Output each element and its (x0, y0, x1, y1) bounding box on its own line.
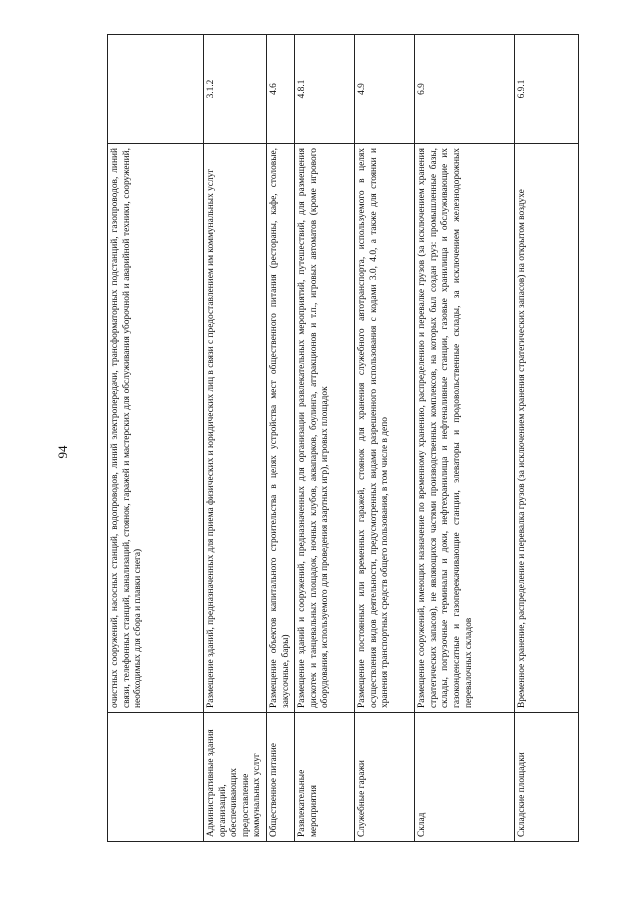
use-code-cell (108, 35, 204, 144)
use-code-cell: 6.9.1 (515, 35, 579, 144)
use-code-cell: 4.6 (266, 35, 294, 144)
use-description-cell: Размещение зданий и сооружений, предназначенных для организации развлекательных мероприятий, путешествий, для размещения дискотек и танцевальных площадок, ночных клубов, аквапарков, боулинга, аттракционов и т.п., игровых автоматов (кроме игрового оборудования, используемого для проведения азартных игр), игровых площадок (295, 144, 355, 713)
use-name-cell (108, 713, 204, 842)
table-row (295, 35, 355, 842)
table-row (266, 35, 294, 842)
use-name-cell: Склад (415, 713, 515, 842)
use-description-cell: Размещение постоянных или временных гаражей, стоянок для хранения служебного автотранспорта, используемого в целях осуществления видов деятельности, предусмотренных видами разрешенного использования с кодами 3.0, 4.0, а также для стоянки и хранения транспортных средств общего пользования, в том числе в депо (355, 144, 415, 713)
table-row (108, 35, 204, 842)
use-name-cell: Служебные гаражи (355, 713, 415, 842)
table-row (415, 35, 515, 842)
land-use-table (107, 34, 579, 842)
use-code-cell: 4.9 (355, 35, 415, 144)
table-row (515, 35, 579, 842)
table-row (355, 35, 415, 842)
rotated-table-wrapper (107, 62, 561, 842)
use-description-cell: Размещение сооружений, имеющих назначение по временному хранению, распределению и перевалке грузов (за исключением хранения стратегических запасов), не являющихся частями производственных комплексов, на которых был создан груз: промышленные базы, склады, погрузочные терминалы и доки, нефтехранилища и нефтеналивные станции, газовые хранилища и обслуживающие их газоконденсатные и газоперекачивающие станции, элеваторы и продовольственные склады, за исключением железнодорожных перевалочных складов (415, 144, 515, 713)
use-description-cell: очистных сооружений, насосных станций, водопроводов, линий электропередачи, трансформаторных подстанций, газопроводов, линий связи, телефонных станций, канализаций, стоянок, гаражей и мастерских для обслуживания уборочной и аварийной техники, сооружений, необходимых для сбора и плавки снега) (108, 144, 204, 713)
use-code-cell: 3.1.2 (204, 35, 267, 144)
page-number: 94 (55, 445, 70, 459)
use-description-cell: Размещение зданий, предназначенных для приема физических и юридических лиц в связи с предоставлением им коммунальных услуг (204, 144, 267, 713)
use-description-cell: Временное хранение, распределение и перевалка грузов (за исключением хранения стратегических запасов) на открытом воздухе (515, 144, 579, 713)
use-description-cell: Размещение объектов капитального строительства в целях устройства мест общественного питания (рестораны, кафе, столовые, закусочные, бары) (266, 144, 294, 713)
table-row (204, 35, 267, 842)
use-code-cell: 4.8.1 (295, 35, 355, 144)
use-name-cell: Складские площадки (515, 713, 579, 842)
use-code-cell: 6.9 (415, 35, 515, 144)
use-name-cell: Административные здания организаций, обеспечивающих предоставление коммунальных услуг (204, 713, 267, 842)
use-name-cell: Общественное питание (266, 713, 294, 842)
use-name-cell: Развлекательные мероприятия (295, 713, 355, 842)
